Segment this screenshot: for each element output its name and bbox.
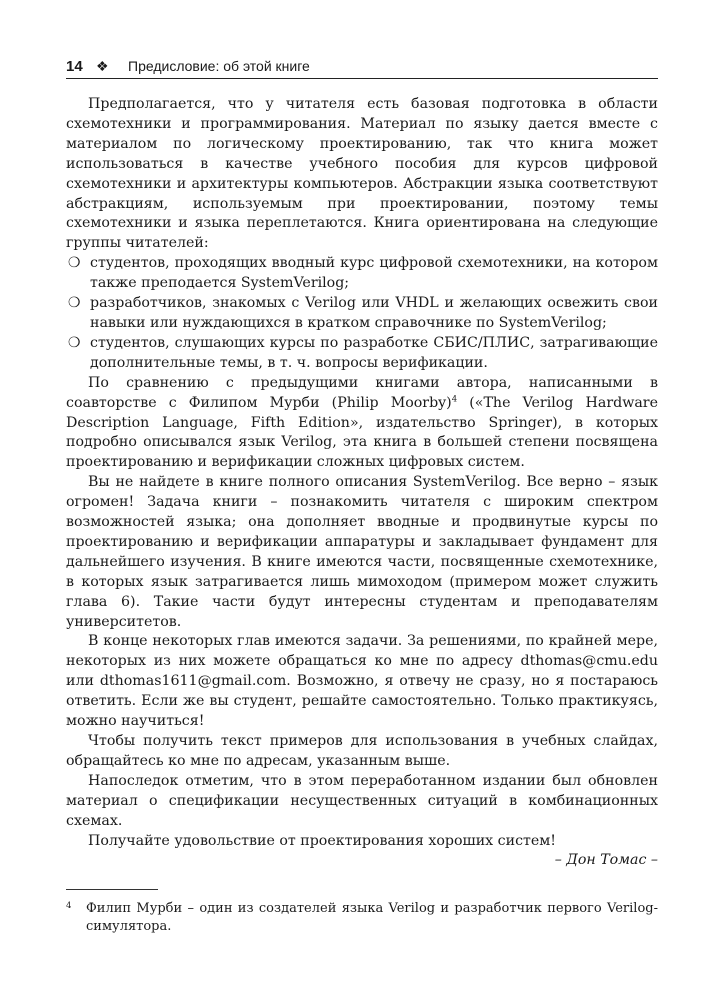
paragraph-closing: Получайте удовольствие от проектирования хороших систем! bbox=[88, 832, 557, 849]
paragraph-exercises: В конце некоторых глав имеются задачи. За решениями, по крайней мере, некоторых из них можете обращаться ко мне по адресу dthomas@cmu.edu или dthomas1611@gmail.com. Возможно, я отвечу не сразу, но я постараюсь ответить. Если же вы студент, решайте самостоятельно. Только практикуясь, можно научиться! bbox=[66, 633, 658, 730]
circle-bullet-icon: ❍ bbox=[68, 334, 81, 351]
circle-bullet-icon: ❍ bbox=[68, 255, 81, 272]
paragraph-text: По сравнению с предыдущими книгами автора, написанными в соавторстве с Филипом Мурби (Philip Moorby) bbox=[66, 374, 658, 411]
author-signature: – Дон Томас – bbox=[554, 852, 658, 869]
running-title: Предисловие: об этой книге bbox=[128, 58, 310, 74]
paragraph-comparison bbox=[66, 374, 658, 474]
paragraph-scope: Вы не найдете в книге полного описания SystemVerilog. Все верно – язык огромен! Задача книги – познакомить читателя с широким спектром возможностей языка; она дополняет вводные и продвинутые курсы по проектированию и верификации аппаратуры и закладывает фундамент для дальнейшего изучения. В книге имеются части, посвященные схемотехнике, в которых язык затрагивается лишь мимоходом (примером может служить глава 6). Такие части будут интересны студентам и преподавателям университетов. bbox=[66, 474, 658, 630]
footnote bbox=[66, 900, 658, 936]
page-number: 14 bbox=[66, 58, 83, 75]
footnote-divider bbox=[66, 889, 158, 890]
list-item-text: студентов, проходящих вводный курс цифровой схемотехники, на котором также преподается SystemVerilog; bbox=[90, 255, 658, 292]
paragraph-revision: Напоследок отметим, что в этом переработанном издании был обновлен материал о спецификации несущественных ситуаций в комбинационных схемах. bbox=[66, 772, 658, 829]
footnote-text: Филип Мурби – один из создателей языка Verilog и разработчик первого Verilog-симулятора. bbox=[86, 901, 658, 934]
list-item bbox=[66, 294, 658, 334]
paragraph-intro: Предполагается, что у читателя есть базовая подготовка в области схемотехники и программирования. Материал по языку дается вместе с материалом по логическому проектированию, так что книга может использоваться в качестве учебного пособия для курсов цифровой схемотехники и архитектуры компьютеров. Абстракции языка соответствуют абстракциям, используемым при проектировании, поэтому темы схемотехники и языка переплетаются. Книга ориентирована на следующие группы читателей: bbox=[66, 96, 658, 252]
circle-bullet-icon: ❍ bbox=[68, 295, 81, 312]
ornament-icon: ❖ bbox=[96, 58, 109, 74]
page-header bbox=[66, 56, 658, 79]
audience-list bbox=[66, 254, 658, 373]
paragraph-text: («The Verilog Hardware Description Language, Fifth Edition», издательство Springer), в которых подробно описывался язык Verilog, эта книга в большей степени посвящена проектированию и верификации сложных цифровых систем. bbox=[66, 394, 658, 471]
list-item bbox=[66, 334, 658, 374]
paragraph-examples: Чтобы получить текст примеров для использования в учебных слайдах, обращайтесь ко мне по адресам, указанным выше. bbox=[66, 733, 658, 769]
footnote-reference: 4 bbox=[451, 393, 458, 404]
list-item bbox=[66, 254, 658, 294]
list-item-text: разработчиков, знакомых с Verilog или VHDL и желающих освежить свои навыки или нуждающихся в кратком справочнике по SystemVerilog; bbox=[90, 295, 658, 331]
list-item-text: студентов, слушающих курсы по разработке СБИС/ПЛИС, затрагивающие дополнительные темы, в т. ч. вопросы верификации. bbox=[90, 334, 658, 371]
footnote-number: 4 bbox=[66, 901, 72, 911]
page-body bbox=[66, 95, 658, 871]
